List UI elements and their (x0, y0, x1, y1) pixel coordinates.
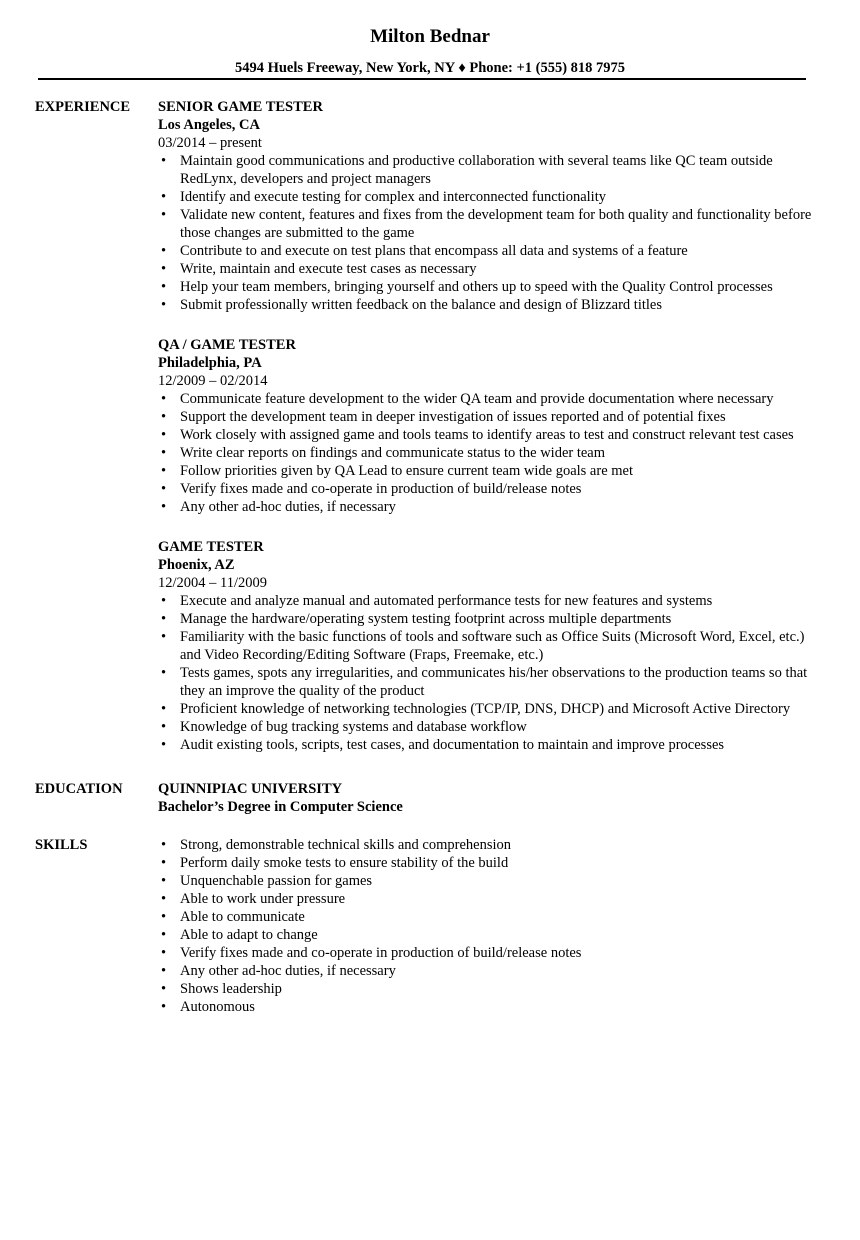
skills-entry (158, 836, 820, 1016)
degree-name: Bachelor’s Degree in Computer Science (158, 799, 403, 815)
list-item: • Proficient knowledge of networking technologies (TCP/IP, DNS, DHCP) and Microsoft Active Directory (180, 700, 820, 718)
job-duties-list (158, 390, 820, 516)
list-item: • Any other ad-hoc duties, if necessary (180, 498, 820, 516)
job-dates: 12/2004 – 11/2009 (158, 575, 268, 591)
list-item: • Able to communicate (180, 908, 820, 926)
list-item: • Contribute to and execute on test plans that encompass all data and systems of a feature (180, 242, 820, 260)
list-item: • Unquenchable passion for games (180, 872, 820, 890)
list-item: • Identify and execute testing for complex and interconnected functionality (180, 188, 820, 206)
list-item: • Follow priorities given by QA Lead to ensure current team wide goals are met (180, 462, 820, 480)
job-title: QA / GAME TESTER (158, 337, 296, 353)
job-qa-game-tester (158, 336, 820, 516)
list-item: • Support the development team in deeper investigation of issues reported and of potential fixes (180, 408, 820, 426)
list-item: • Familiarity with the basic functions of tools and software such as Office Suits (Microsoft Word, Excel, etc.) and Video Recording/Editing Software (Fraps, Freemake, etc.) (180, 628, 820, 664)
list-item: • Shows leadership (180, 980, 820, 998)
job-location: Los Angeles, CA (158, 117, 260, 133)
job-senior-game-tester (158, 98, 820, 314)
job-location: Phoenix, AZ (158, 557, 235, 573)
job-location: Philadelphia, PA (158, 355, 262, 371)
experience-heading: EXPERIENCE (35, 99, 131, 115)
list-item: • Strong, demonstrable technical skills and comprehension (180, 836, 820, 854)
list-item: • Communicate feature development to the wider QA team and provide documentation where necessary (180, 390, 820, 408)
contact-line: 5494 Huels Freeway, New York, NY ♦ Phone: +1 (555) 818 7975 (234, 60, 626, 76)
job-title: GAME TESTER (158, 539, 264, 555)
list-item: • Work closely with assigned game and tools teams to identify areas to test and construct relevant test cases (180, 426, 820, 444)
list-item: • Autonomous (180, 998, 820, 1016)
list-item: • Help your team members, bringing yourself and others up to speed with the Quality Control processes (180, 278, 820, 296)
list-item: • Validate new content, features and fixes from the development team for both quality and functionality before those changes are submitted to the game (180, 206, 820, 242)
list-item: • Write, maintain and execute test cases as necessary (180, 260, 820, 278)
list-item: • Audit existing tools, scripts, test cases, and documentation to maintain and improve processes (180, 736, 820, 754)
list-item: • Any other ad-hoc duties, if necessary (180, 962, 820, 980)
education-heading: EDUCATION (35, 781, 123, 797)
job-dates: 12/2009 – 02/2014 (158, 373, 268, 389)
list-item: • Verify fixes made and co-operate in production of build/release notes (180, 944, 820, 962)
job-dates: 03/2014 – present (158, 135, 262, 151)
list-item: • Able to adapt to change (180, 926, 820, 944)
job-duties-list (158, 152, 820, 314)
skills-heading: SKILLS (35, 837, 88, 853)
education-entry (158, 780, 820, 816)
header-divider (38, 78, 806, 80)
job-duties-list (158, 592, 820, 754)
list-item: • Submit professionally written feedback on the balance and design of Blizzard titles (180, 296, 820, 314)
list-item: • Knowledge of bug tracking systems and database workflow (180, 718, 820, 736)
skills-list (158, 836, 820, 1016)
list-item: • Verify fixes made and co-operate in production of build/release notes (180, 480, 820, 498)
school-name: QUINNIPIAC UNIVERSITY (158, 781, 343, 797)
job-game-tester (158, 538, 820, 754)
list-item: • Tests games, spots any irregularities, and communicates his/her observations to the production teams so that they an improve the quality of the product (180, 664, 820, 700)
list-item: • Maintain good communications and productive collaboration with several teams like QC team outside RedLynx, developers and project managers (180, 152, 820, 188)
list-item: • Write clear reports on findings and communicate status to the wider team (180, 444, 820, 462)
list-item: • Perform daily smoke tests to ensure stability of the build (180, 854, 820, 872)
list-item: • Execute and analyze manual and automated performance tests for new features and systems (180, 592, 820, 610)
list-item: • Manage the hardware/operating system testing footprint across multiple departments (180, 610, 820, 628)
candidate-name: Milton Bednar (370, 26, 490, 47)
job-title: SENIOR GAME TESTER (158, 99, 323, 115)
list-item: • Able to work under pressure (180, 890, 820, 908)
